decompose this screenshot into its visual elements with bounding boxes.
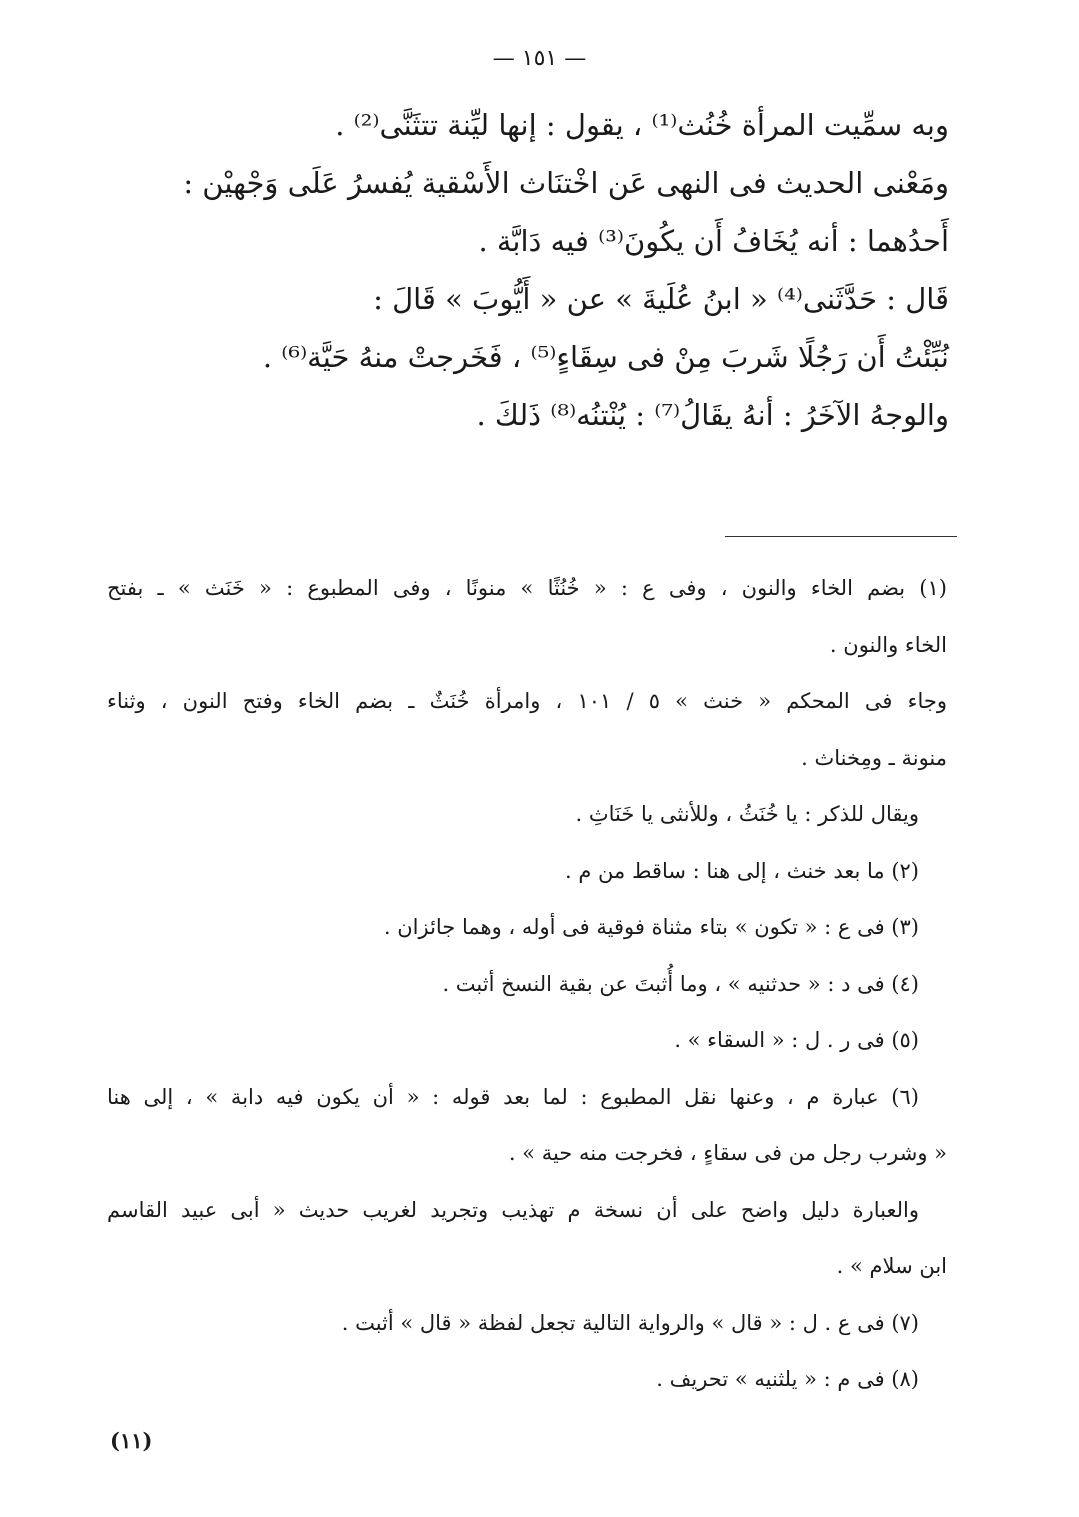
main-text-block (159, 96, 949, 444)
footnote-line: (٤) فى د : « حدثنيه » ، وما أُثبتَ عن بقية النسخ أثبت . (442, 971, 919, 996)
footnote-line: (٢) ما بعد خنث ، إلى هنا : ساقط من م . (565, 858, 919, 883)
footnote-line: « وشرب رجل من فى سقاءٍ ، فخرجت منه حية » . (508, 1141, 947, 1165)
footnote-line: الخاء والنون . (829, 632, 947, 657)
main-line: أَحدُهما : أنه يُخَافُ أَن يكُونَ⁽³⁾ فيه دَابَّة . (478, 224, 949, 258)
footnote-separator (725, 536, 957, 537)
footnote-line: (٥) فى ر . ل : « السقاء » . (674, 1028, 919, 1052)
footnote-line: (١) بضم الخاء والنون ، وفى ع : « خُنُثًا » منونًا ، وفى المطبوع : « خَنَث » ـ بفتح (107, 576, 947, 600)
main-line: قَال : حَدَّثَنى⁽⁴⁾ « ابنُ عُلَيةَ » عن « أَيُّوبَ » قَالَ : (373, 282, 949, 316)
footnote-line: والعبارة دليل واضح على أن نسخة م تهذيب وتجريد لغريب حديث « أبى عبيد القاسم (107, 1197, 919, 1222)
footnote-line: ويقال للذكر : يا خُنَثُ ، وللأنثى يا خَنَاثِ . (575, 802, 919, 826)
main-line: ومَعْنى الحديث فى النهى عَن اخْتنَاث الأَسْقية يُفسرُ عَلَى وَجْهيْن : (183, 166, 949, 200)
footnote-line: (٦) عبارة م ، وعنها نقل المطبوع : لما بعد قوله : « أن يكون فيه دابة » ، إلى هنا (107, 1084, 919, 1109)
page-number: — ١٥١ — (492, 46, 587, 71)
footnote-line: وجاء فى المحكم « خنث » ٥ / ١٠١ ، وامرأة خُنَثٌ ـ بضم الخاء وفتح النون ، وثناء (107, 689, 947, 713)
footnote-line: (٣) فى ع : « تكون » بتاء مثناة فوقية فى أوله ، وهما جائزان . (383, 915, 919, 939)
footnote-line: (٨) فى م : « يلثنيه » تحريف . (656, 1367, 919, 1391)
footnote-line: ابن سلام » . (836, 1254, 947, 1278)
signature-mark: (١١) (110, 1428, 153, 1453)
footnotes-block (107, 560, 947, 1408)
main-line: وبه سمِّيت المرأة خُنُث⁽¹⁾ ، يقول : إنها ليِّنة تتثَنَّى⁽²⁾ . (335, 108, 949, 142)
footnote-line: منونة ـ ومِخناث . (801, 745, 947, 770)
main-line: نُبِّئْتُ أَن رَجُلًا شَربَ مِنْ فى سِقَاءٍ⁽⁵⁾ ، فَخَرجتْ منهُ حَيَّة⁽⁶⁾ . (262, 340, 949, 374)
footnote-line: (٧) فى ع . ل : « قال » والرواية التالية تجعل لفظة « قال » أثبت . (341, 1310, 919, 1335)
main-line: والوجهُ الآخَرُ : أنهُ يقَالُ⁽⁷⁾ : يُنْتنُه⁽⁸⁾ ذَلكَ . (476, 398, 949, 432)
